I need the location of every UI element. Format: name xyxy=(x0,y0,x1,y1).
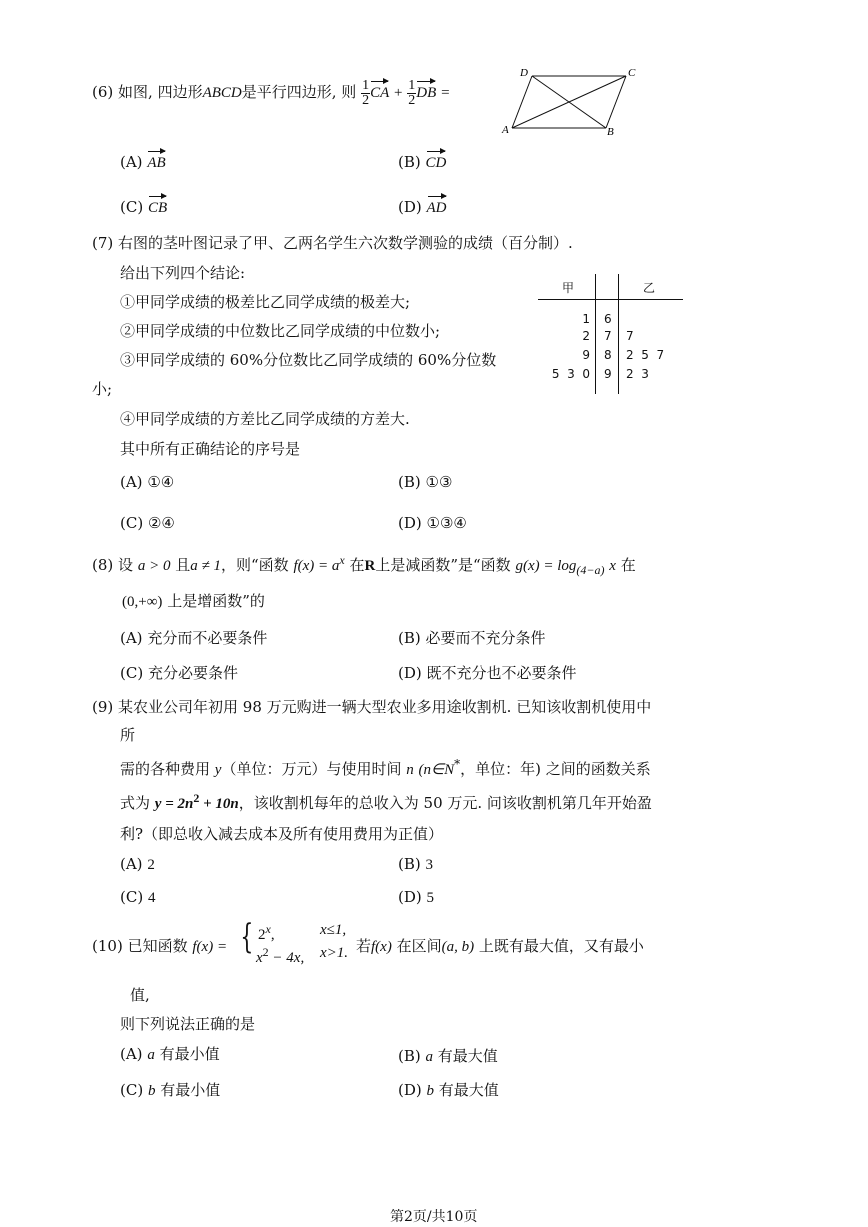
plot-stem: 7 xyxy=(604,329,612,343)
q10-lead: (10) 已知函数 f(x) = xyxy=(92,937,228,955)
plot-right-leaves: 7 xyxy=(626,329,634,343)
q8-option-d[interactable]: (D) 既不充分也不必要条件 xyxy=(398,664,577,682)
vertex-c: C xyxy=(628,67,636,79)
q9-option-b[interactable]: (B) 3 xyxy=(398,855,434,873)
q7-option-a[interactable]: (A) ①④ xyxy=(120,473,175,491)
plot-right-leaves: 2 3 xyxy=(626,367,649,381)
vertex-b: B xyxy=(607,126,614,138)
q10-question: 则下列说法正确的是 xyxy=(120,1015,256,1033)
vector-ca: CA xyxy=(370,78,389,102)
plot-stem: 9 xyxy=(604,367,612,381)
plot-left-leaves: 9 xyxy=(582,348,590,362)
q7-question: 其中所有正确结论的序号是 xyxy=(120,440,301,458)
q9-option-a[interactable]: (A) 2 xyxy=(120,855,155,873)
q6-stem: (6) 如图, 四边形ABCD是平行四边形, 则 $\frac{1}{2}$ CA + $\frac{1}{2}$ DB = xyxy=(92,77,450,108)
vertex-a: A xyxy=(502,124,509,136)
plot-stem: 6 xyxy=(604,312,612,326)
q9-stem-line3: 式为 $y = 2n^2 + 10n$，该收割机每年的总收入为 50 万元. 问该收割机第几年开始盈 xyxy=(120,791,652,812)
q7-conclusion-1: ①甲同学成绩的极差比乙同学成绩的极差大; xyxy=(120,293,411,311)
plot-left-leaves: 5 3 0 xyxy=(551,367,590,381)
plot-right-leaves: 2 5 7 xyxy=(626,348,665,362)
q8-stem-cont: (0,+∞) 上是增函数”的 xyxy=(122,592,265,610)
page-number: 第2页/共10页 xyxy=(390,1209,478,1225)
q10-stem-cont: 值, xyxy=(130,986,150,1004)
q7-conclusion-2: ②甲同学成绩的中位数比乙同学成绩的中位数小; xyxy=(120,322,441,340)
vector-db: DB xyxy=(416,78,436,102)
q6-option-a[interactable]: (A) AB xyxy=(120,148,166,172)
plot-divider-left xyxy=(595,274,596,394)
q10-option-c[interactable]: (C) b 有最小值 xyxy=(120,1081,221,1099)
piecewise-cond-1: x≤1, xyxy=(320,922,347,938)
q9-stem-line2: 需的各种费用 y（单位：万元）与使用时间 n (n∈N*，单位：年) 之间的函数关系 xyxy=(120,757,651,778)
q7-conclusion-4: ④甲同学成绩的方差比乙同学成绩的方差大. xyxy=(120,410,410,428)
q9-option-c[interactable]: (C) 4 xyxy=(120,888,156,906)
piecewise-brace: { xyxy=(240,917,254,957)
q10-option-b[interactable]: (B) a 有最大值 xyxy=(398,1047,498,1065)
parallelogram-figure xyxy=(500,62,650,142)
stem-leaf-plot xyxy=(538,274,683,394)
q7-option-c[interactable]: (C) ②④ xyxy=(120,514,175,532)
q9-stem-line1: (9) 某农业公司年初用 98 万元购进一辆大型农业多用途收割机. 已知该收割机使用中 xyxy=(92,698,652,716)
vertex-d: D xyxy=(520,67,528,79)
q6-option-d[interactable]: (D) AD xyxy=(398,193,447,217)
q8-option-a[interactable]: (A) 充分而不必要条件 xyxy=(120,629,268,647)
q10-option-d[interactable]: (D) b 有最大值 xyxy=(398,1081,499,1099)
piecewise-case-2: $x^2 - 4x$, xyxy=(256,945,305,966)
piecewise-cond-2: x>1. xyxy=(320,945,349,961)
plot-header-jia: 甲 xyxy=(562,281,575,295)
fraction-half: $\frac{1}{2}$ xyxy=(408,77,416,108)
q9-stem-line1-cont: 所 xyxy=(120,726,136,744)
q10-option-a[interactable]: (A) a 有最小值 xyxy=(120,1045,220,1063)
fraction-half: $\frac{1}{2}$ xyxy=(362,77,370,108)
q8-stem: (8) 设 a > 0 且a ≠ 1，则“函数 $f(x) = a^x$ 在R上是减函数”是“函数 $g(x) = \log_{(4-a)} x$ 在 xyxy=(92,553,636,577)
q10-stem: 若f(x) 在区间(a, b) 上既有最大值，又有最小 xyxy=(356,937,644,955)
q7-conclusion-3: ③甲同学成绩的 60%分位数比乙同学成绩的 60%分位数 xyxy=(120,351,497,369)
q7-option-d[interactable]: (D) ①③④ xyxy=(398,514,467,532)
q6-option-b[interactable]: (B) CD xyxy=(398,148,446,172)
q8-option-c[interactable]: (C) 充分必要条件 xyxy=(120,664,238,682)
q7-conclusion-3-cont: 小; xyxy=(92,380,113,398)
plot-header-rule xyxy=(538,299,683,300)
plot-divider-right xyxy=(618,274,619,394)
q9-stem-line4: 利?（即总收入减去成本及所有使用费用为正值） xyxy=(120,825,444,843)
q7-intro: 给出下列四个结论: xyxy=(120,264,246,282)
piecewise-case-1: 2$^x$, xyxy=(258,922,275,943)
q6-option-c[interactable]: (C) CB xyxy=(120,193,167,217)
q8-option-b[interactable]: (B) 必要而不充分条件 xyxy=(398,629,546,647)
plot-header-yi: 乙 xyxy=(643,281,656,295)
plot-stem: 8 xyxy=(604,348,612,362)
q7-stem: (7) 右图的茎叶图记录了甲、乙两名学生六次数学测验的成绩（百分制）. xyxy=(92,234,573,252)
q7-option-b[interactable]: (B) ①③ xyxy=(398,473,453,491)
q9-option-d[interactable]: (D) 5 xyxy=(398,888,435,906)
plot-left-leaves: 2 xyxy=(582,329,590,343)
plot-left-leaves: 1 xyxy=(582,312,590,326)
